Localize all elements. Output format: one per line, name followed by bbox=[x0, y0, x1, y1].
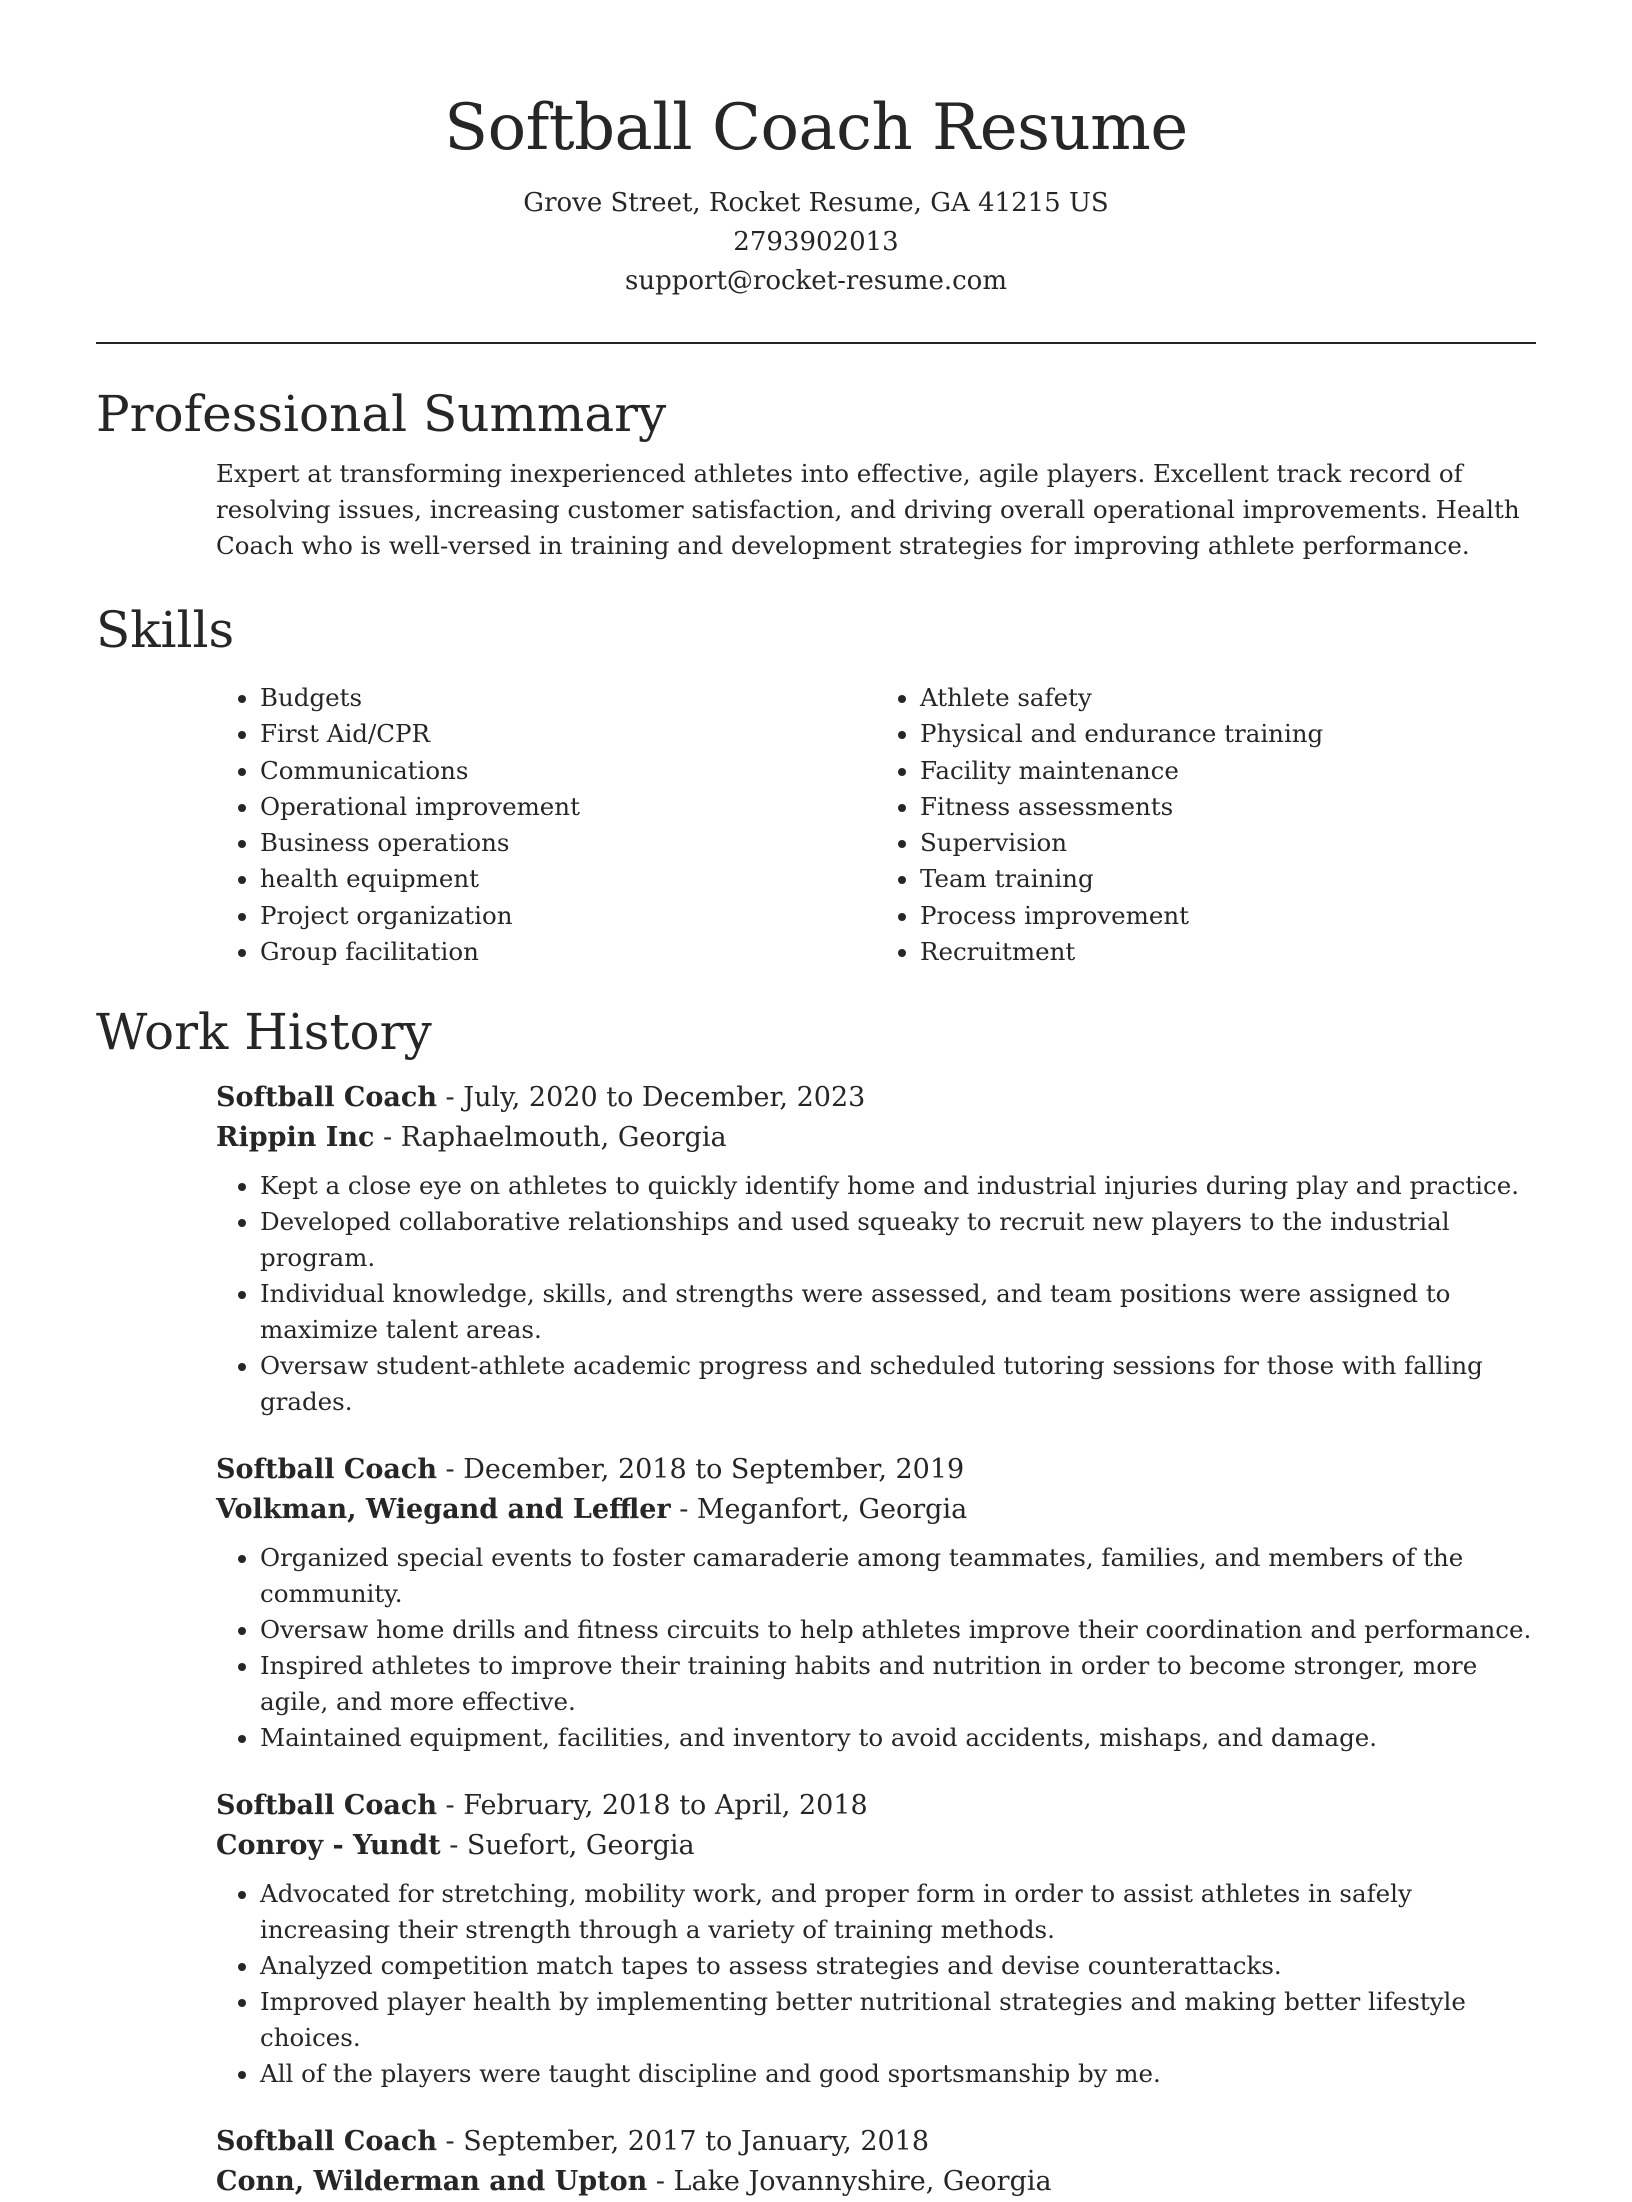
job-location: - Meganfort, Georgia bbox=[670, 1494, 968, 1526]
skill-item: • First Aid/CPR bbox=[260, 716, 876, 752]
job-bullets bbox=[216, 1876, 1536, 2092]
job-bullet: • Analyzed competition match tapes to assess strategies and devise counterattacks. bbox=[260, 1948, 1536, 1984]
job-company-line bbox=[216, 2162, 1536, 2202]
address-line: Grove Street, Rocket Resume, GA 41215 US bbox=[523, 188, 1109, 218]
job-bullet: • All of the players were taught discipline and good sportsmanship by me. bbox=[260, 2056, 1536, 2092]
resume-title: Softball Coach Resume bbox=[444, 91, 1188, 165]
job-bullets bbox=[216, 1540, 1536, 1756]
job-bullet: • Inspired athletes to improve their training habits and nutrition in order to become stronger, more agile, and more effective. bbox=[260, 1648, 1536, 1720]
job-location: - Lake Jovannyshire, Georgia bbox=[647, 2166, 1052, 2198]
job-entry bbox=[216, 1786, 1536, 2092]
job-title-line bbox=[216, 2122, 1536, 2162]
header-divider bbox=[96, 342, 1536, 344]
skill-item: • Athlete safety bbox=[920, 680, 1536, 716]
job-dates: - September, 2017 to January, 2018 bbox=[436, 2126, 930, 2158]
skills-list bbox=[216, 680, 1536, 970]
job-company: Rippin Inc bbox=[216, 1122, 375, 1154]
skill-item: • Process improvement bbox=[920, 898, 1536, 934]
skill-item: • Supervision bbox=[920, 825, 1536, 861]
work-history-heading: Work History bbox=[96, 1003, 432, 1062]
job-bullet: • Oversaw home drills and fitness circuits to help athletes improve their coordination and performance. bbox=[260, 1612, 1536, 1648]
skills-column-right bbox=[876, 680, 1536, 970]
job-title-line bbox=[216, 1786, 1536, 1826]
skill-item: • Recruitment bbox=[920, 934, 1536, 970]
skill-item: • Operational improvement bbox=[260, 789, 876, 825]
job-company: Conroy - Yundt bbox=[216, 1830, 441, 1862]
job-role: Softball Coach bbox=[216, 1454, 437, 1486]
job-dates: - July, 2020 to December, 2023 bbox=[436, 1082, 866, 1114]
job-company-line bbox=[216, 1826, 1536, 1866]
skill-item: • Facility maintenance bbox=[920, 753, 1536, 789]
job-dates: - February, 2018 to April, 2018 bbox=[436, 1790, 868, 1822]
skill-item: • Group facilitation bbox=[260, 934, 876, 970]
job-bullet: • Kept a close eye on athletes to quickly identify home and industrial injuries during play and practice. bbox=[260, 1168, 1536, 1204]
skill-item: • Project organization bbox=[260, 898, 876, 934]
job-bullet: • Developed collaborative relationships and used squeaky to recruit new players to the industrial program. bbox=[260, 1204, 1536, 1276]
phone-number: 2793902013 bbox=[733, 227, 899, 257]
job-title-line bbox=[216, 1450, 1536, 1490]
job-dates: - December, 2018 to September, 2019 bbox=[436, 1454, 965, 1486]
job-role: Softball Coach bbox=[216, 1082, 437, 1114]
job-bullet: • Advocated for stretching, mobility work, and proper form in order to assist athletes in safely increasing their strength through a variety of training methods. bbox=[260, 1876, 1536, 1948]
job-company: Volkman, Wiegand and Leffler bbox=[216, 1494, 671, 1526]
job-bullet: • Oversaw student-athlete academic progress and scheduled tutoring sessions for those with falling grades. bbox=[260, 1348, 1536, 1420]
summary-heading: Professional Summary bbox=[96, 385, 667, 443]
resume-body bbox=[96, 376, 1536, 2202]
skills-heading: Skills bbox=[96, 601, 235, 659]
skill-item: • Physical and endurance training bbox=[920, 716, 1536, 752]
skill-item: • health equipment bbox=[260, 861, 876, 897]
resume-header bbox=[0, 80, 1632, 301]
job-role: Softball Coach bbox=[216, 2126, 437, 2158]
job-bullet: • Maintained equipment, facilities, and inventory to avoid accidents, mishaps, and damage. bbox=[260, 1720, 1536, 1756]
job-company-line bbox=[216, 1118, 1536, 1158]
job-bullet: • Organized special events to foster camaraderie among teammates, families, and members of the community. bbox=[260, 1540, 1536, 1612]
job-bullet: • Improved player health by implementing better nutritional strategies and making better lifestyle choices. bbox=[260, 1984, 1536, 2056]
job-entry bbox=[216, 1078, 1536, 1420]
email-address: support@rocket-resume.com bbox=[624, 266, 1007, 296]
job-bullet: • Individual knowledge, skills, and strengths were assessed, and team positions were assigned to maximize talent areas. bbox=[260, 1276, 1536, 1348]
job-role: Softball Coach bbox=[216, 1790, 437, 1822]
job-title-line bbox=[216, 1078, 1536, 1118]
job-company-line bbox=[216, 1490, 1536, 1530]
skill-item: • Team training bbox=[920, 861, 1536, 897]
summary-text: Expert at transforming inexperienced athletes into effective, agile players. Excellent track record of resolving issues, increasing customer satisfaction, and driving overall operational improvements. Health Coach who is well-versed in training and development strategies for improving athlete performance. bbox=[216, 459, 1520, 560]
job-bullets bbox=[216, 1168, 1536, 1420]
job-location: - Raphaelmouth, Georgia bbox=[374, 1122, 727, 1154]
job-company: Conn, Wilderman and Upton bbox=[216, 2166, 648, 2198]
job-location: - Suefort, Georgia bbox=[440, 1830, 695, 1862]
job-entry bbox=[216, 1450, 1536, 1756]
skill-item: • Budgets bbox=[260, 680, 876, 716]
skills-column-left bbox=[216, 680, 876, 970]
job-entry bbox=[216, 2122, 1536, 2202]
skill-item: • Communications bbox=[260, 753, 876, 789]
skill-item: • Fitness assessments bbox=[920, 789, 1536, 825]
skill-item: • Business operations bbox=[260, 825, 876, 861]
